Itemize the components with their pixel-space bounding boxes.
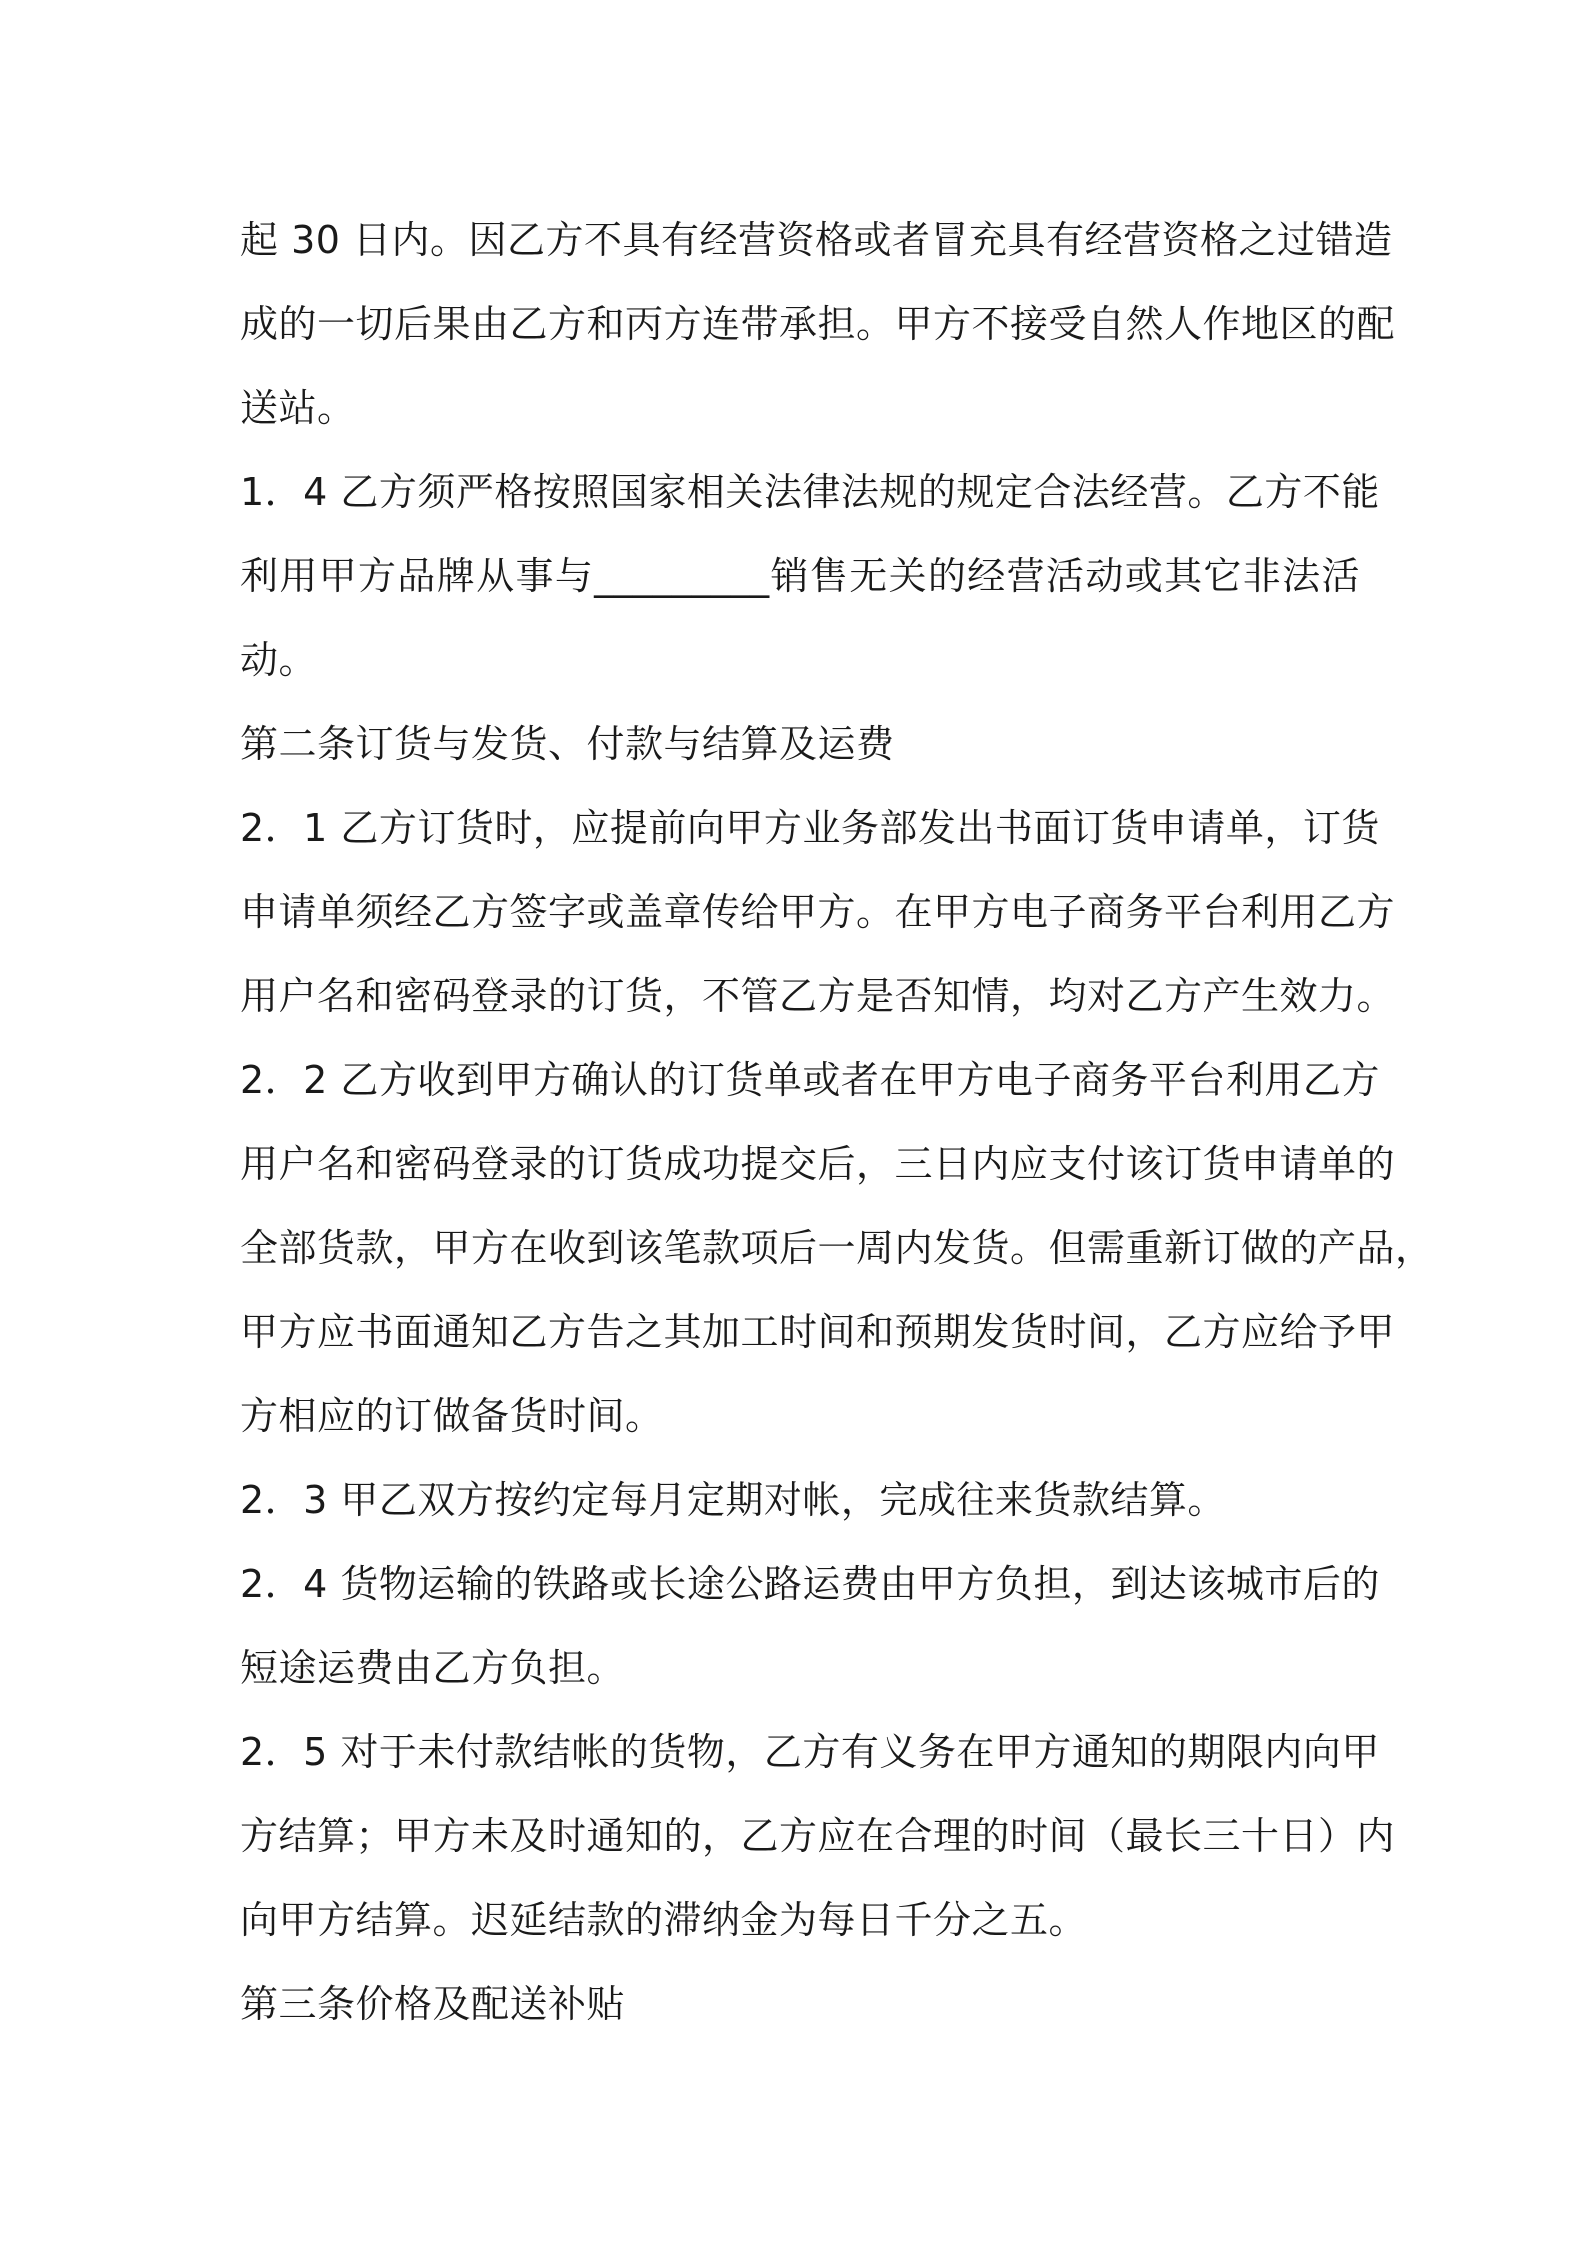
paragraph-line: 方结算；甲方未及时通知的，乙方应在合理的时间（最长三十日）内 <box>240 1814 1396 1858</box>
section-heading: 第二条订货与发货、付款与结算及运费 <box>240 722 895 766</box>
paragraph-line: 方相应的订做备货时间。 <box>240 1394 664 1438</box>
paragraph-line: 成的一切后果由乙方和丙方连带承担。甲方不接受自然人作地区的配 <box>240 302 1396 346</box>
paragraph-line: 用户名和密码登录的订货，不管乙方是否知情，均对乙方产生效力。 <box>240 974 1396 1018</box>
paragraph-line: 全部货款，甲方在收到该笔款项后一周内发货。但需重新订做的产品， <box>240 1226 1434 1270</box>
clause-line: 2．4 货物运输的铁路或长途公路运费由甲方负担，到达该城市后的 <box>240 1562 1380 1606</box>
paragraph-line: 短途运费由乙方负担。 <box>240 1646 626 1690</box>
clause-line: 2．3 甲乙双方按约定每月定期对帐，完成往来货款结算。 <box>240 1478 1226 1522</box>
clause-line: 2．5 对于未付款结帐的货物，乙方有义务在甲方通知的期限内向甲 <box>240 1730 1380 1774</box>
clause-line: 2．1 乙方订货时，应提前向甲方业务部发出书面订货申请单，订货 <box>240 806 1380 850</box>
paragraph-line: 利用甲方品牌从事与_________销售无关的经营活动或其它非法活 <box>240 554 1360 598</box>
paragraph-line: 申请单须经乙方签字或盖章传给甲方。在甲方电子商务平台利用乙方 <box>240 890 1396 934</box>
clause-line: 1．4 乙方须严格按照国家相关法律法规的规定合法经营。乙方不能 <box>240 470 1380 514</box>
clause-line: 2．2 乙方收到甲方确认的订货单或者在甲方电子商务平台利用乙方 <box>240 1058 1380 1102</box>
paragraph-line: 送站。 <box>240 386 356 430</box>
paragraph-line: 动。 <box>240 638 318 682</box>
paragraph-line: 起 30 日内。因乙方不具有经营资格或者冒充具有经营资格之过错造 <box>240 218 1393 262</box>
paragraph-line: 甲方应书面通知乙方告之其加工时间和预期发货时间，乙方应给予甲 <box>240 1310 1396 1354</box>
document-body <box>240 198 1434 2046</box>
paragraph-line: 向甲方结算。迟延结款的滞纳金为每日千分之五。 <box>240 1898 1088 1942</box>
section-heading: 第三条价格及配送补贴 <box>240 1982 626 2026</box>
paragraph-line: 用户名和密码登录的订货成功提交后，三日内应支付该订货申请单的 <box>240 1142 1396 1186</box>
